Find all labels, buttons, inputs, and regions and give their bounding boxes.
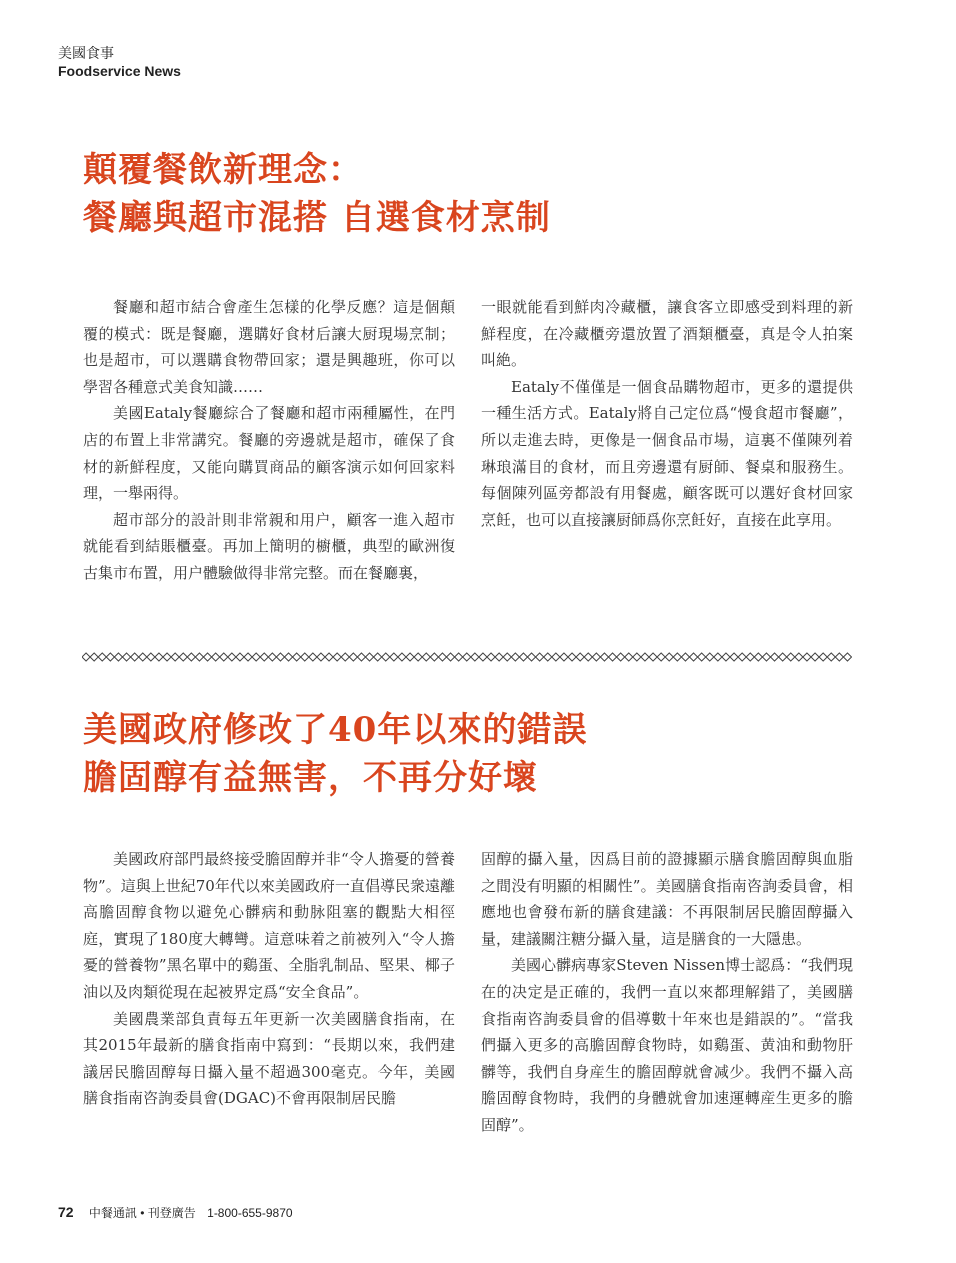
divider-diamond <box>690 653 698 661</box>
divider-diamond <box>123 653 131 661</box>
article2-right-column <box>481 846 853 1139</box>
divider-diamond <box>333 653 341 661</box>
divider-diamond <box>617 653 625 661</box>
divider-diamond <box>90 653 98 661</box>
divider-diamond <box>414 653 422 661</box>
divider-diamond <box>746 653 754 661</box>
article1-left-column <box>83 294 455 587</box>
divider-diamond <box>260 653 268 661</box>
diamond-divider <box>82 650 852 664</box>
divider-diamond <box>155 653 163 661</box>
divider-diamond <box>349 653 357 661</box>
divider-diamond <box>438 653 446 661</box>
divider-diamond <box>398 653 406 661</box>
divider-diamond <box>503 653 511 661</box>
divider-diamond <box>835 653 843 661</box>
divider-diamond <box>649 653 657 661</box>
divider-diamond <box>455 653 463 661</box>
divider-diamond <box>495 653 503 661</box>
divider-diamond <box>787 653 795 661</box>
divider-diamond <box>244 653 252 661</box>
divider-diamond <box>268 653 276 661</box>
divider-diamond <box>422 653 430 661</box>
article1-paragraph: 超市部分的設計則非常親和用户，顧客一進入超市就能看到結賬櫃臺。再加上簡明的櫥櫃，典型的歐洲復古集市布置，用户體驗做得非常完整。而在餐廳裏， <box>83 510 455 582</box>
divider-diamond <box>139 653 147 661</box>
article2-paragraph: 美國政府部門最終接受膽固醇并非“令人擔憂的營養物”。這與上世紀70年代以來美國政府一直倡導民衆遠離高膽固醇食物以避免心髒病和動脉阻塞的觀點大相徑庭，實現了180度大轉彎。這意味着之前被列入“令人擔憂的營養物”黑名單中的鷄蛋、全脂乳制品、堅果、椰子油以及肉類從現在起被界定爲“安全食品”。 <box>83 850 455 1001</box>
divider-diamond <box>252 653 260 661</box>
divider-diamond <box>317 653 325 661</box>
divider-diamond <box>811 653 819 661</box>
divider-diamond <box>187 653 195 661</box>
article1-paragraph: Eataly不僅僅是一個食品購物超市，更多的還提供一種生活方式。Eataly將自己定位爲“慢食超市餐廳”，所以走進去時，更像是一個食品市場，這裏不僅陳列着琳琅滿目的食材，而且旁邊還有厨師、餐桌和服務生。每個陳列區旁都設有用餐處，顧客既可以選好食材回家烹飪，也可以直接讓厨師爲你烹飪好，直接在此享用。 <box>481 377 853 529</box>
divider-diamond <box>220 653 228 661</box>
article2-paragraph-continued: 固醇的攝入量，因爲目前的證據顯示膳食膽固醇與血脂之間没有明顯的相關性”。美國膳食指南咨詢委員會，相應地也會發布新的膳食建議：不再限制居民膽固醇攝入量，建議關注糖分攝入量，這是膳食的一大隱患。 <box>481 850 853 948</box>
article2-left-column <box>83 846 455 1112</box>
divider-diamond <box>795 653 803 661</box>
divider-diamond <box>568 653 576 661</box>
divider-diamond <box>293 653 301 661</box>
section-title-en: Foodservice News <box>58 63 181 79</box>
article1-right-column <box>481 294 853 533</box>
article1-paragraph-continued: 一眼就能看到鮮肉冷藏櫃，讓食客立即感受到料理的新鮮程度，在冷藏櫃旁還放置了酒類櫃臺，真是令人拍案叫絶。 <box>481 298 853 370</box>
page-footer <box>58 1204 293 1221</box>
article1-headline <box>83 146 551 242</box>
article1-title-line1: 顛覆餐飲新理念： <box>83 150 363 190</box>
divider-diamond <box>82 653 90 661</box>
article1-paragraph: 餐廳和超市結合會產生怎樣的化學反應？這是個顛覆的模式：既是餐廳，選購好食材后讓大厨現場烹制；也是超市，可以選購食物帶回家；還是興趣班，你可以學習各種意式美食知識…… <box>83 298 455 396</box>
divider-diamond <box>722 653 730 661</box>
divider-diamond <box>204 653 212 661</box>
ad-phone-number: 1-800-655-9870 <box>207 1206 293 1220</box>
divider-diamond <box>706 653 714 661</box>
divider-diamond <box>592 653 600 661</box>
divider-diamond <box>374 653 382 661</box>
divider-diamond <box>641 653 649 661</box>
divider-diamond <box>163 653 171 661</box>
divider-diamond <box>406 653 414 661</box>
divider-diamond <box>665 653 673 661</box>
section-title-cn: 美國食事 <box>58 46 114 62</box>
divider-diamond <box>98 653 106 661</box>
divider-diamond <box>609 653 617 661</box>
article2-title-line1: 美國政府修改了40年以來的錯誤 <box>83 710 588 750</box>
divider-diamond <box>341 653 349 661</box>
divider-diamond <box>552 653 560 661</box>
divider-diamond <box>171 653 179 661</box>
divider-diamond <box>528 653 536 661</box>
divider-diamond <box>390 653 398 661</box>
divider-diamond <box>544 653 552 661</box>
article2-paragraph: 美國心髒病專家Steven Nissen博士認爲：“我們現在的决定是正確的，我們一直以來都理解錯了，美國膳食指南咨詢委員會的倡導數十年來也是錯誤的”。“當我們攝入更多的高膽固醇食物時，如鷄蛋、黄油和動物肝髒等，我們自身産生的膽固醇就會减少。我們不攝入高膽固醇食物時，我們的身體就會加速運轉産生更多的膽固醇”。 <box>481 956 853 1134</box>
article2-title-line2: 膽固醇有益無害，不再分好壞 <box>83 758 538 798</box>
article1-paragraph: 美國Eataly餐廳綜合了餐廳和超市兩種屬性，在門店的布置上非常講究。餐廳的旁邊就是超市，確保了食材的新鮮程度，又能向購買商品的顧客演示如何回家料理，一舉兩得。 <box>83 404 455 503</box>
divider-diamond <box>212 653 220 661</box>
divider-diamond <box>463 653 471 661</box>
divider-diamond <box>754 653 762 661</box>
divider-diamond <box>309 653 317 661</box>
divider-diamond <box>285 653 293 661</box>
divider-diamond <box>738 653 746 661</box>
page-number: 72 <box>58 1204 74 1220</box>
article2-headline <box>83 706 587 802</box>
divider-diamond <box>633 653 641 661</box>
divider-diamond <box>576 653 584 661</box>
divider-diamond <box>511 653 519 661</box>
divider-diamond <box>479 653 487 661</box>
divider-diamond <box>600 653 608 661</box>
publication-name: 中餐通訊 • 刊登廣告 <box>88 1206 196 1220</box>
divider-diamond <box>147 653 155 661</box>
divider-diamond <box>487 653 495 661</box>
divider-diamond <box>657 653 665 661</box>
divider-diamond <box>536 653 544 661</box>
divider-diamond <box>730 653 738 661</box>
divider-diamond <box>771 653 779 661</box>
divider-diamond <box>843 653 851 661</box>
divider-diamond <box>584 653 592 661</box>
divider-diamond <box>779 653 787 661</box>
divider-diamond <box>228 653 236 661</box>
divider-diamond <box>447 653 455 661</box>
divider-diamond <box>762 653 770 661</box>
divider-diamond <box>114 653 122 661</box>
divider-diamond <box>131 653 139 661</box>
divider-diamond <box>560 653 568 661</box>
divider-diamond <box>681 653 689 661</box>
divider-diamond <box>827 653 835 661</box>
divider-diamond <box>366 653 374 661</box>
divider-diamond <box>519 653 527 661</box>
divider-diamond <box>803 653 811 661</box>
divider-diamond <box>698 653 706 661</box>
divider-diamond <box>382 653 390 661</box>
divider-diamond <box>195 653 203 661</box>
divider-diamond <box>714 653 722 661</box>
divider-diamond <box>179 653 187 661</box>
section-header <box>58 46 181 80</box>
divider-diamond <box>819 653 827 661</box>
divider-diamond <box>673 653 681 661</box>
divider-diamond <box>471 653 479 661</box>
divider-diamond <box>325 653 333 661</box>
article1-title-line2: 餐廳與超市混搭 自選食材烹制 <box>83 198 551 238</box>
divider-diamond <box>276 653 284 661</box>
divider-diamond <box>301 653 309 661</box>
divider-diamond <box>625 653 633 661</box>
divider-diamond <box>430 653 438 661</box>
article2-paragraph: 美國農業部負責每五年更新一次美國膳食指南，在其2015年最新的膳食指南中寫到：“長期以來，我們建議居民膽固醇每日攝入量不超過300毫克。今年，美國膳食指南咨詢委員會(DGAC)不會再限制居民膽 <box>83 1009 455 1108</box>
divider-diamond <box>357 653 365 661</box>
divider-diamond <box>236 653 244 661</box>
divider-diamond <box>106 653 114 661</box>
